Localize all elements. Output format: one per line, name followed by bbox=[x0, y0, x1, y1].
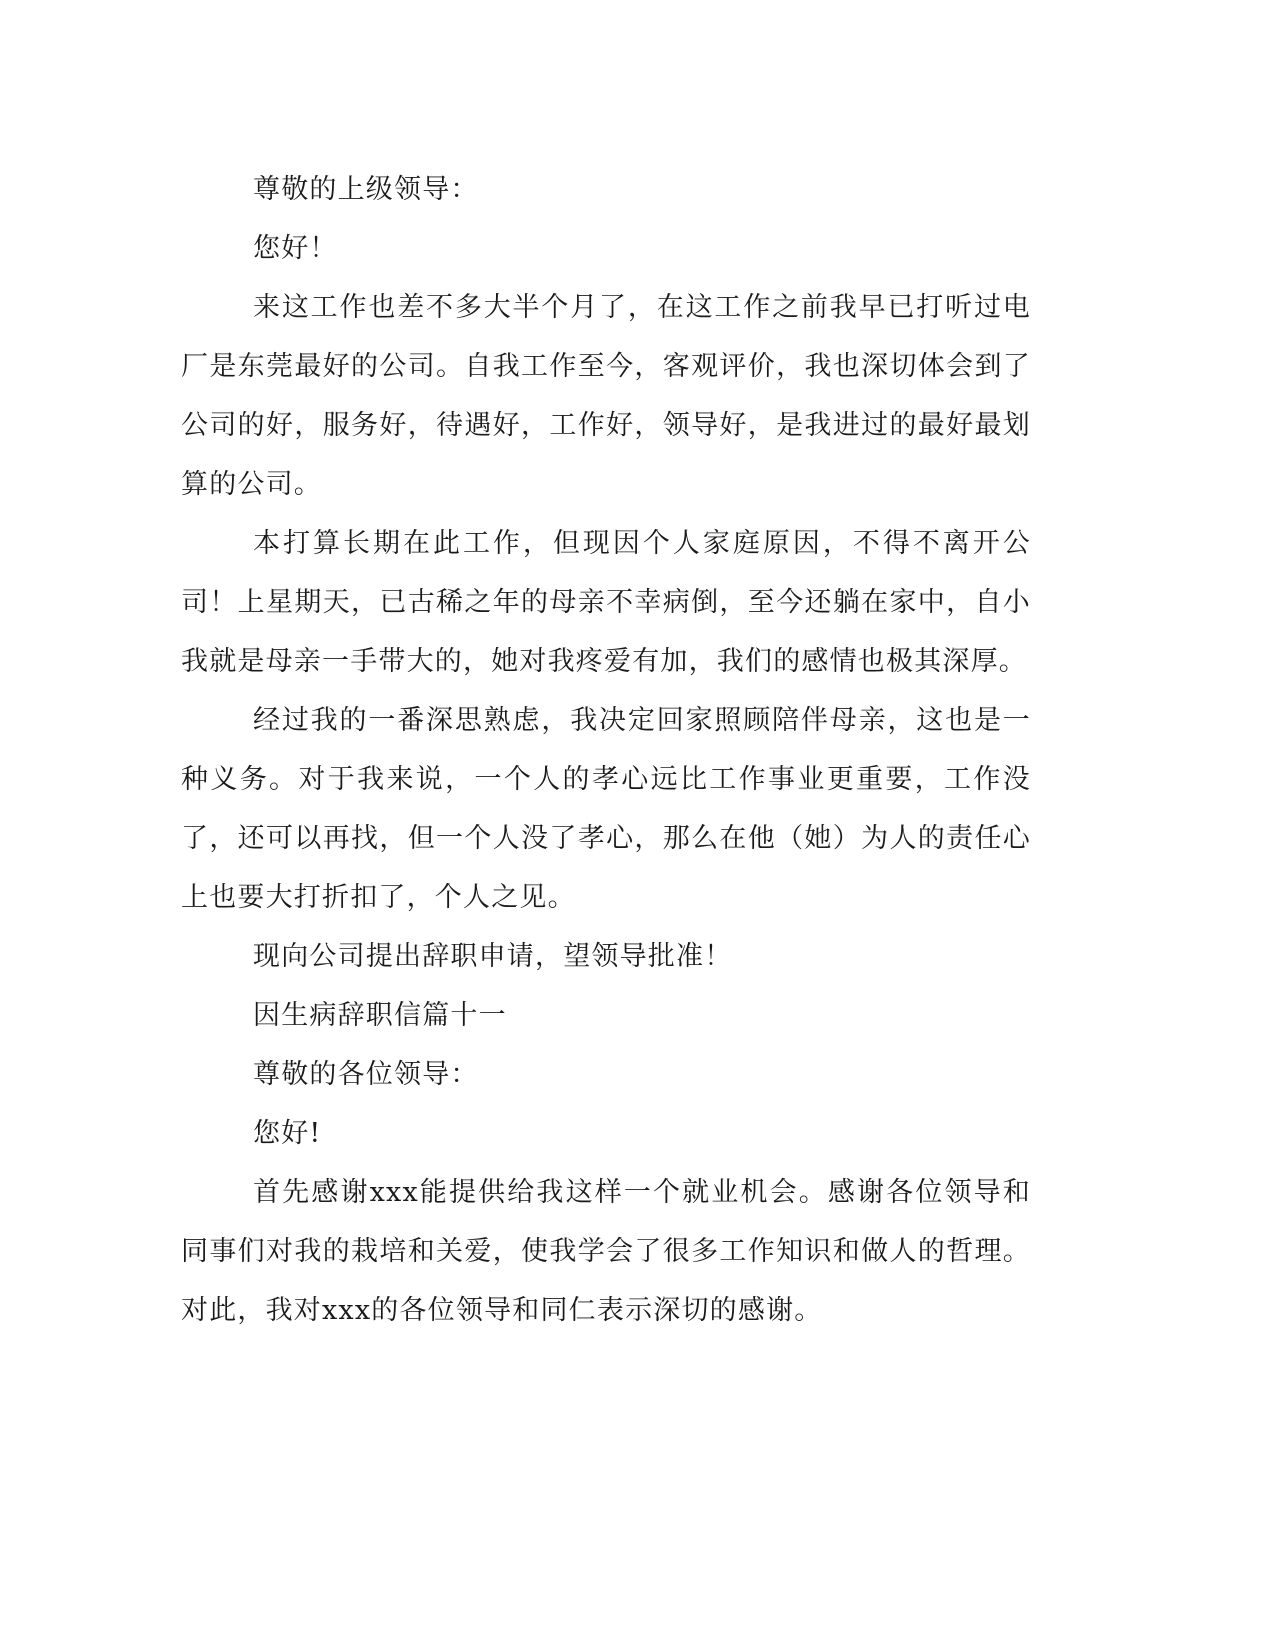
body-paragraph: 本打算长期在此工作，但现因个人家庭原因，不得不离开公司！上星期天，已古稀之年的母亲不幸病倒，至今还躺在家中，自小我就是母亲一手带大的，她对我疼爱有加，我们的感情也极其深厚。 bbox=[181, 528, 1031, 677]
greeting: 您好! bbox=[253, 1118, 322, 1149]
body-paragraph: 来这工作也差不多大半个月了，在这工作之前我早已打听过电厂是东莞最好的公司。自我工作至今，客观评价，我也深切体会到了公司的好，服务好，待遇好，工作好，领导好，是我进过的最好最划算的公司。 bbox=[181, 292, 1031, 500]
document-body bbox=[181, 160, 1031, 1340]
body-paragraph: 经过我的一番深思熟虑，我决定回家照顾陪伴母亲，这也是一种义务。对于我来说，一个人的孝心远比工作事业更重要，工作没了，还可以再找，但一个人没了孝心，那么在他（她）为人的责任心上也要大打折扣了，个人之见。 bbox=[181, 705, 1031, 913]
closing-request: 现向公司提出辞职申请，望领导批准！ bbox=[253, 941, 733, 972]
greeting: 您好！ bbox=[253, 233, 338, 264]
salutation: 尊敬的上级领导： bbox=[253, 174, 479, 205]
body-paragraph: 首先感谢xxx能提供给我这样一个就业机会。感谢各位领导和同事们对我的栽培和关爱，使我学会了很多工作知识和做人的哲理。对此，我对xxx的各位领导和同仁表示深切的感谢。 bbox=[181, 1177, 1031, 1326]
salutation: 尊敬的各位领导： bbox=[253, 1059, 479, 1090]
section-heading: 因生病辞职信篇十一 bbox=[253, 1000, 507, 1031]
